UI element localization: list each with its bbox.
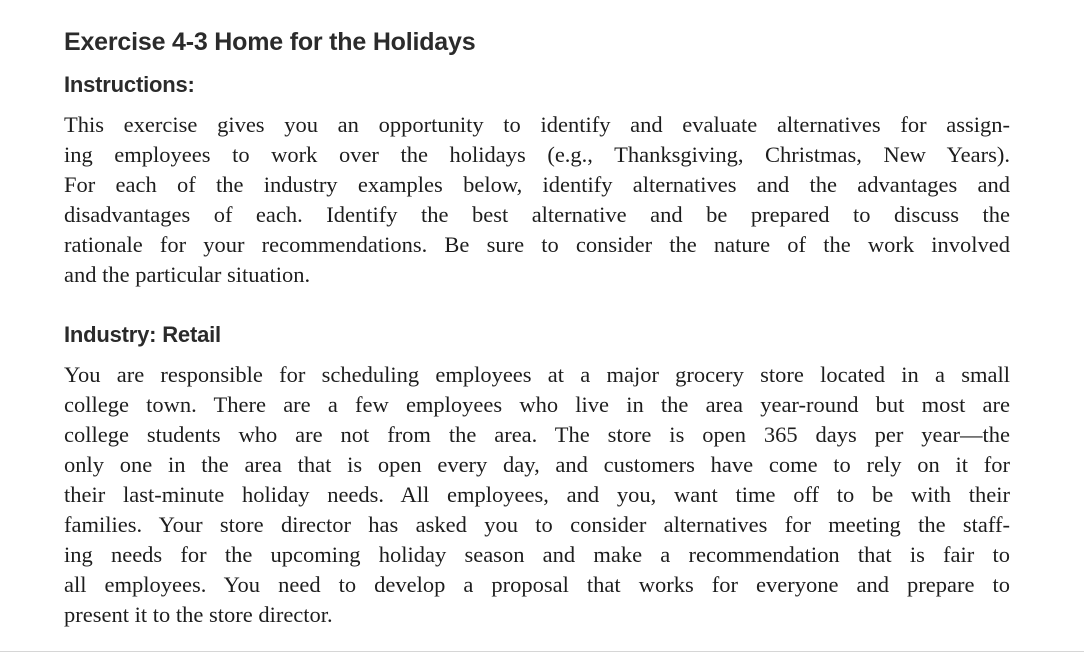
paragraph-line: For each of the industry examples below, identify alternatives and the advantages and (64, 172, 1010, 197)
retail-paragraph (64, 360, 1010, 630)
paragraph-line: college town. There are a few employees who live in the area year-round but most are (64, 392, 1010, 417)
exercise-title: Exercise 4-3 Home for the Holidays (64, 28, 476, 56)
paragraph-line: families. Your store director has asked you to consider alternatives for meeting the staff- (64, 512, 1010, 537)
paragraph-line: and the particular situation. (64, 262, 311, 287)
paragraph-line: ing employees to work over the holidays (e.g., Thanksgiving, Christmas, New Years). (64, 142, 1010, 167)
paragraph-line: This exercise gives you an opportunity to identify and evaluate alternatives for assign- (64, 112, 1010, 137)
paragraph-line: disadvantages of each. Identify the best alternative and be prepared to discuss the (64, 202, 1010, 227)
page-bottom-divider (0, 651, 1084, 652)
paragraph-line: all employees. You need to develop a proposal that works for everyone and prepare to (64, 572, 1010, 597)
instructions-paragraph (64, 110, 1010, 290)
paragraph-line: ing needs for the upcoming holiday season and make a recommendation that is fair to (64, 542, 1010, 567)
paragraph-line: You are responsible for scheduling employees at a major grocery store located in a small (64, 362, 1010, 387)
instructions-heading: Instructions: (64, 72, 195, 97)
paragraph-line: college students who are not from the area. The store is open 365 days per year—the (64, 422, 1010, 447)
paragraph-line: rationale for your recommendations. Be sure to consider the nature of the work involved (64, 232, 1010, 257)
paragraph-line: present it to the store director. (64, 602, 333, 627)
paragraph-line: only one in the area that is open every day, and customers have come to rely on it for (64, 452, 1010, 477)
paragraph-line: their last-minute holiday needs. All employees, and you, want time off to be with their (64, 482, 1010, 507)
retail-heading: Industry: Retail (64, 322, 221, 347)
